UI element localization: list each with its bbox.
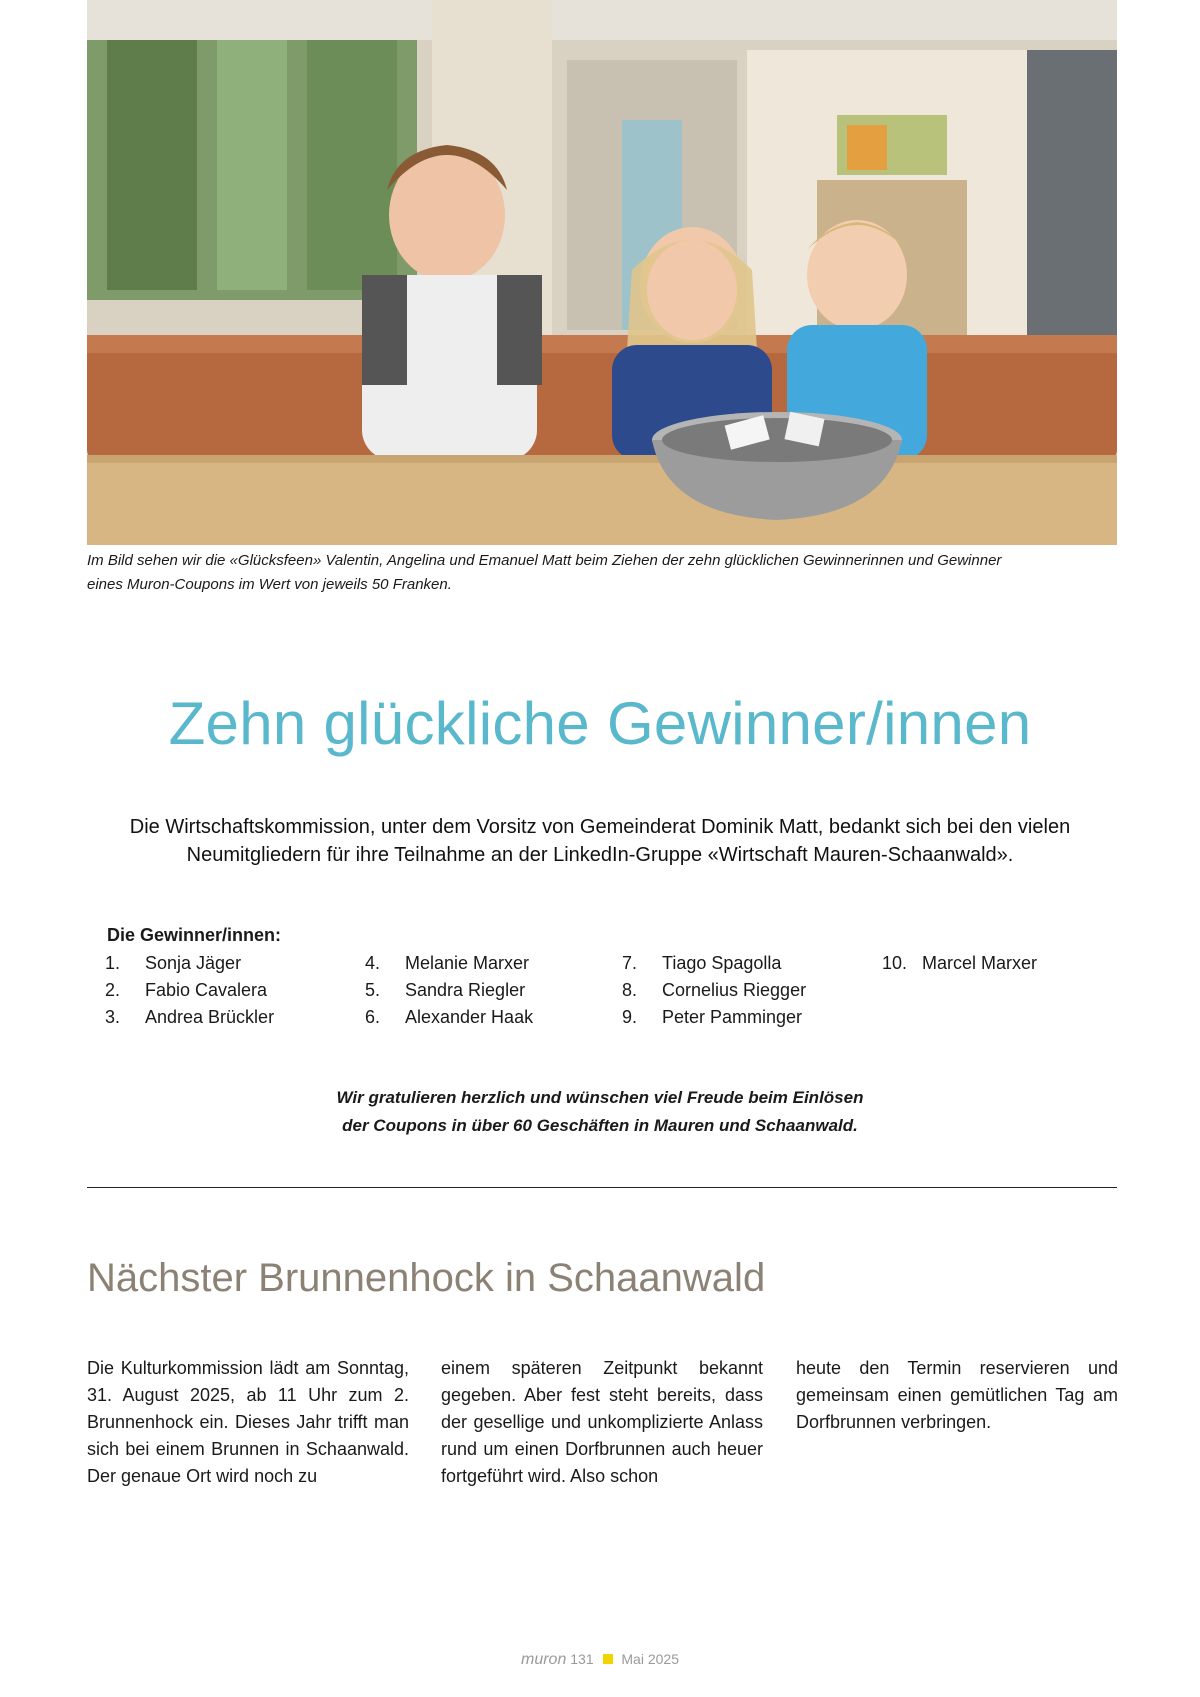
article-column-3: heute den Termin reservieren und gemeinsam einen gemütlichen Tag am Dorfbrunnen verbringen.	[796, 1358, 1118, 1432]
list-item	[105, 977, 274, 1004]
winner-name: Fabio Cavalera	[145, 980, 268, 1000]
list-item	[622, 1004, 806, 1031]
winners-column-3	[622, 950, 806, 1031]
winner-name: Peter Pamminger	[662, 1007, 803, 1027]
photo-caption	[87, 549, 1127, 597]
list-item	[622, 950, 806, 977]
article-column-2: einem späteren Zeitpunkt bekannt gegeben. Aber fest steht bereits, dass der gesellige und unkomplizierte Anlass rund um einen Dorfbrunnen auch heuer fortgeführt wird. Also schon	[441, 1358, 763, 1486]
list-item	[365, 1004, 533, 1031]
winner-name: Marcel Marxer	[922, 953, 1038, 973]
page-footer	[0, 1651, 1200, 1669]
list-item	[882, 950, 1037, 977]
congrats-line-2: der Coupons in über 60 Geschäften in Mauren und Schaanwald.	[342, 1116, 858, 1135]
footer-brand: muron	[521, 1651, 567, 1668]
intro-line-2: Neumitgliedern für ihre Teilnahme an der LinkedIn-Gruppe «Wirtschaft Mauren-Schaanwald».	[186, 844, 1014, 866]
winners-title: Die Gewinner/innen:	[107, 925, 282, 945]
list-item	[622, 977, 806, 1004]
congratulations-note	[120, 1084, 1080, 1140]
winner-number: 3.	[105, 1007, 121, 1027]
winner-number: 9.	[622, 1007, 638, 1027]
winners-column-2	[365, 950, 533, 1031]
intro-paragraph	[60, 813, 1140, 869]
winner-number: 1.	[105, 953, 121, 973]
caption-line-1: Im Bild sehen wir die «Glücksfeen» Valentin, Angelina und Emanuel Matt beim Ziehen der zehn glücklichen Gewinnerinnen und Gewinner	[87, 552, 1002, 569]
winner-number: 8.	[622, 980, 638, 1000]
winner-number: 7.	[622, 953, 638, 973]
winners-column-4	[882, 950, 1037, 977]
article-photo	[87, 0, 1117, 545]
winner-number: 5.	[365, 980, 381, 1000]
list-item	[365, 950, 533, 977]
winner-number: 2.	[105, 980, 121, 1000]
winner-name: Sonja Jäger	[145, 953, 242, 973]
winners-column-1	[105, 950, 274, 1031]
winner-number: 6.	[365, 1007, 381, 1027]
caption-line-2: eines Muron-Coupons im Wert von jeweils 50 Franken.	[87, 576, 452, 593]
winner-number: 4.	[365, 953, 381, 973]
winner-number: 10.	[882, 953, 908, 973]
congrats-line-1: Wir gratulieren herzlich und wünschen viel Freude beim Einlösen	[336, 1088, 864, 1107]
intro-line-1: Die Wirtschaftskommission, unter dem Vorsitz von Gemeinderat Dominik Matt, bedankt sich bei den vielen	[129, 816, 1071, 838]
article-column-1: Die Kulturkommission lädt am Sonntag, 31. August 2025, ab 11 Uhr zum 2. Brunnenhock ein. Dieses Jahr trifft man sich bei einem Brunnen in Schaanwald. Der genaue Ort wird noch zu	[87, 1358, 409, 1486]
winner-name: Melanie Marxer	[405, 953, 530, 973]
section-divider	[87, 1187, 1117, 1188]
winner-name: Andrea Brückler	[145, 1007, 275, 1027]
headline: Zehn glückliche Gewinner/innen	[168, 690, 1032, 757]
winner-name: Cornelius Riegger	[662, 980, 807, 1000]
list-item	[105, 1004, 274, 1031]
list-item	[105, 950, 274, 977]
winner-name: Tiago Spagolla	[662, 953, 782, 973]
winner-name: Sandra Riegler	[405, 980, 526, 1000]
winner-name: Alexander Haak	[405, 1007, 534, 1027]
footer-date: Mai 2025	[621, 1651, 679, 1667]
article-title: Nächster Brunnenhock in Schaanwald	[87, 1256, 766, 1300]
footer-square-icon	[603, 1654, 613, 1664]
footer-issue-number: 131	[570, 1651, 594, 1667]
list-item	[365, 977, 533, 1004]
